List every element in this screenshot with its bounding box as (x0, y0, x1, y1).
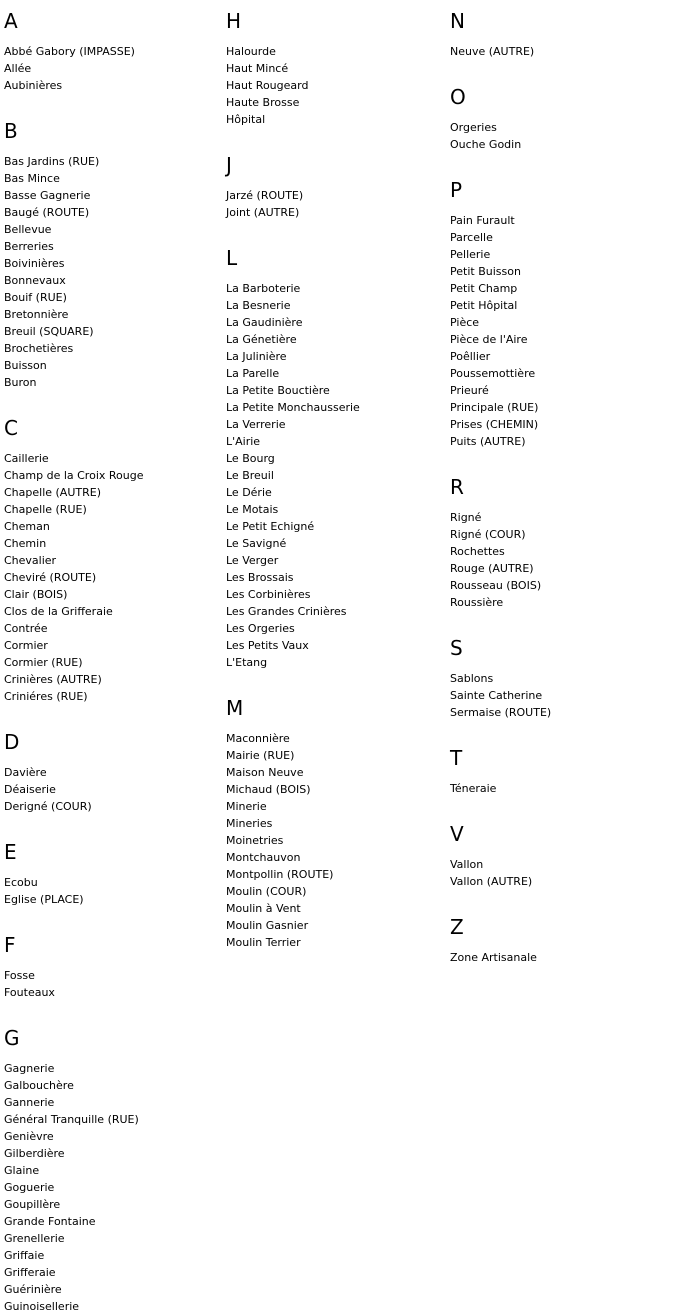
letter-heading-G: G (4, 1026, 20, 1050)
street-entry: Crinières (AUTRE) (4, 673, 102, 686)
street-entry: Montchauvon (226, 851, 301, 864)
street-entry: La Julinière (226, 350, 287, 363)
street-entry: Sablons (450, 672, 494, 685)
street-entry: Halourde (226, 45, 276, 58)
street-entry: Brochetières (4, 342, 74, 355)
street-entry: Moulin à Vent (226, 902, 301, 915)
letter-heading-M: M (226, 696, 244, 720)
street-entry: Caillerie (4, 452, 49, 465)
street-entry: Cheman (4, 520, 50, 533)
street-entry: Genièvre (4, 1130, 54, 1143)
street-entry: Clair (BOIS) (4, 588, 68, 601)
street-entry: Déaiserie (4, 783, 56, 796)
street-entry: Allée (4, 62, 32, 75)
letter-heading-S: S (450, 636, 463, 660)
street-entry: Vallon (450, 858, 484, 871)
street-entry: Principale (RUE) (450, 401, 539, 414)
letter-heading-D: D (4, 730, 20, 754)
letter-heading-O: O (450, 85, 466, 109)
street-entry: Prieuré (450, 384, 489, 397)
street-entry: Téneraie (450, 782, 497, 795)
street-entry: Chapelle (AUTRE) (4, 486, 101, 499)
letter-heading-A: A (4, 9, 18, 33)
street-entry: Guérinière (4, 1283, 62, 1296)
street-entry: Moulin Terrier (226, 936, 301, 949)
street-entry: Grifferaie (4, 1266, 56, 1279)
street-entry: Bouif (RUE) (4, 291, 67, 304)
street-entry: Rousseau (BOIS) (450, 579, 542, 592)
street-entry: Criniéres (RUE) (4, 690, 88, 703)
letter-heading-L: L (226, 246, 238, 270)
street-entry: Maison Neuve (226, 766, 304, 779)
street-entry: La Petite Bouctière (226, 384, 330, 397)
letter-heading-P: P (450, 178, 463, 202)
street-entry: Le Dérie (226, 486, 272, 499)
street-entry: Rigné (450, 511, 482, 524)
street-entry: Les Corbinières (226, 588, 311, 601)
street-entry: Fosse (4, 969, 35, 982)
street-entry: Derigné (COUR) (4, 800, 92, 813)
index-column-2 (226, 0, 450, 951)
street-entry: Poêllier (450, 350, 491, 363)
street-entry: Guinoisellerie (4, 1300, 80, 1313)
letter-heading-B: B (4, 119, 18, 143)
street-entry: Les Grandes Crinières (226, 605, 347, 618)
street-entry: Basse Gagnerie (4, 189, 91, 202)
street-entry: Mineries (226, 817, 273, 830)
street-entry: Petit Champ (450, 282, 518, 295)
street-entry: Contrée (4, 622, 48, 635)
street-entry: Le Breuil (226, 469, 274, 482)
street-entry: Minerie (226, 800, 267, 813)
street-entry: Bas Jardins (RUE) (4, 155, 100, 168)
street-entry: Pièce (450, 316, 480, 329)
street-entry: Pain Furault (450, 214, 515, 227)
street-entry: Cormier (4, 639, 48, 652)
street-entry: Prises (CHEMIN) (450, 418, 539, 431)
street-entry: Le Verger (226, 554, 279, 567)
street-entry: Pellerie (450, 248, 491, 261)
street-entry: Zone Artisanale (450, 951, 537, 964)
street-entry: Aubinières (4, 79, 63, 92)
street-entry: Les Petits Vaux (226, 639, 309, 652)
street-entry: L'Etang (226, 656, 268, 669)
street-entry: La Gaudinière (226, 316, 303, 329)
street-entry: Joint (AUTRE) (226, 206, 300, 219)
street-entry: Les Brossais (226, 571, 294, 584)
letter-heading-Z: Z (450, 915, 464, 939)
index-column-1 (4, 0, 226, 1315)
letter-heading-T: T (450, 746, 463, 770)
letter-heading-J: J (226, 153, 232, 177)
street-entry: Bonnevaux (4, 274, 66, 287)
street-entry: La Besnerie (226, 299, 291, 312)
street-entry: Général Tranquille (RUE) (4, 1113, 139, 1126)
street-entry: Chevalier (4, 554, 57, 567)
street-entry: Hôpital (226, 113, 266, 126)
street-entry: Clos de la Grifferaie (4, 605, 113, 618)
street-entry: Ecobu (4, 876, 38, 889)
street-entry: Le Savigné (226, 537, 287, 550)
street-entry: Petit Buisson (450, 265, 521, 278)
street-entry: Les Orgeries (226, 622, 295, 635)
street-entry: Bas Mince (4, 172, 60, 185)
street-entry: Bellevue (4, 223, 52, 236)
street-entry: Cheviré (ROUTE) (4, 571, 97, 584)
street-entry: Roussière (450, 596, 504, 609)
street-entry: Sainte Catherine (450, 689, 543, 702)
street-entry: La Génetière (226, 333, 297, 346)
letter-heading-V: V (450, 822, 464, 846)
street-entry: Gilberdière (4, 1147, 65, 1160)
street-entry: Poussemottière (450, 367, 536, 380)
street-entry: Rigné (COUR) (450, 528, 526, 541)
street-entry: Buron (4, 376, 37, 389)
street-entry: Moulin (COUR) (226, 885, 307, 898)
street-entry: Mairie (RUE) (226, 749, 295, 762)
street-entry: Puits (AUTRE) (450, 435, 526, 448)
street-entry: La Verrerie (226, 418, 286, 431)
street-entry: Pièce de l'Aire (450, 333, 528, 346)
street-entry: Montpollin (ROUTE) (226, 868, 334, 881)
street-entry: Michaud (BOIS) (226, 783, 311, 796)
street-entry: Gannerie (4, 1096, 55, 1109)
street-entry: Baugé (ROUTE) (4, 206, 90, 219)
street-entry: Abbé Gabory (IMPASSE) (4, 45, 135, 58)
street-entry: Chapelle (RUE) (4, 503, 87, 516)
street-entry: Goguerie (4, 1181, 55, 1194)
street-entry: Berreries (4, 240, 54, 253)
street-entry: L'Airie (226, 435, 261, 448)
street-entry: Boivinières (4, 257, 65, 270)
street-entry: Rochettes (450, 545, 505, 558)
street-entry: La Barboterie (226, 282, 301, 295)
street-entry: Moulin Gasnier (226, 919, 309, 932)
street-entry: Rouge (AUTRE) (450, 562, 534, 575)
street-entry: Haut Rougeard (226, 79, 309, 92)
street-entry: Le Motais (226, 503, 279, 516)
street-entry: Le Bourg (226, 452, 275, 465)
street-entry: La Parelle (226, 367, 280, 380)
street-entry: Davière (4, 766, 47, 779)
street-entry: Parcelle (450, 231, 493, 244)
street-entry: Champ de la Croix Rouge (4, 469, 144, 482)
street-entry: Galbouchère (4, 1079, 74, 1092)
street-entry: Glaine (4, 1164, 40, 1177)
street-entry: Maconnière (226, 732, 290, 745)
letter-heading-F: F (4, 933, 16, 957)
street-entry: Vallon (AUTRE) (450, 875, 533, 888)
street-entry: Eglise (PLACE) (4, 893, 84, 906)
street-entry: Jarzé (ROUTE) (226, 189, 304, 202)
street-entry: Buisson (4, 359, 47, 372)
letter-heading-C: C (4, 416, 18, 440)
street-entry: Cormier (RUE) (4, 656, 83, 669)
street-entry: Grande Fontaine (4, 1215, 96, 1228)
street-entry: Orgeries (450, 121, 497, 134)
street-entry: Chemin (4, 537, 47, 550)
street-entry: Le Petit Echigné (226, 520, 315, 533)
street-entry: Fouteaux (4, 986, 55, 999)
street-entry: Moinetries (226, 834, 284, 847)
street-entry: Goupillère (4, 1198, 61, 1211)
street-entry: Gagnerie (4, 1062, 55, 1075)
letter-heading-H: H (226, 9, 242, 33)
street-entry: Breuil (SQUARE) (4, 325, 94, 338)
street-entry: Neuve (AUTRE) (450, 45, 535, 58)
street-entry: Haute Brosse (226, 96, 300, 109)
street-entry: La Petite Monchausserie (226, 401, 360, 414)
street-entry: Sermaise (ROUTE) (450, 706, 552, 719)
street-entry: Griffaie (4, 1249, 45, 1262)
street-entry: Bretonnière (4, 308, 69, 321)
street-entry: Grenellerie (4, 1232, 65, 1245)
street-entry: Petit Hôpital (450, 299, 518, 312)
street-entry: Ouche Godin (450, 138, 522, 151)
letter-heading-N: N (450, 9, 465, 33)
index-column-3 (450, 0, 671, 966)
street-entry: Haut Mincé (226, 62, 289, 75)
letter-heading-R: R (450, 475, 464, 499)
letter-heading-E: E (4, 840, 17, 864)
